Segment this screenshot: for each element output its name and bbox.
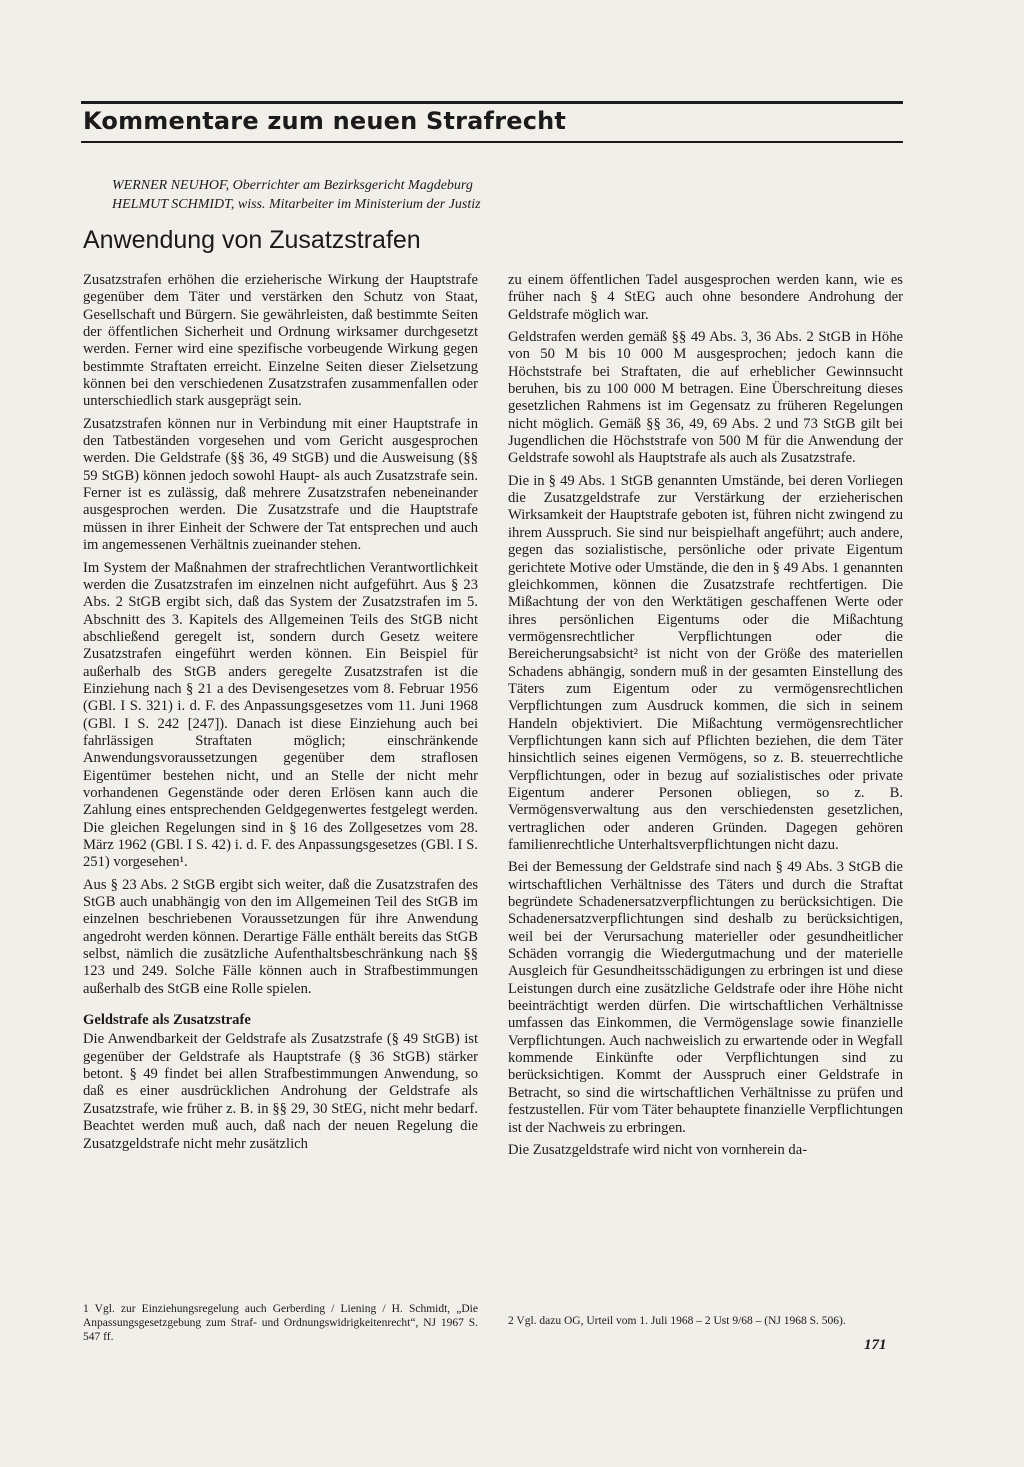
paragraph: Zusatzstrafen erhöhen die erzieherische Wirkung der Hauptstrafe gegenüber dem Täter und verstärken den Schutz von Staat, Gesellschaft und Bürgern. Sie gewährleisten, daß bestimmte Seiten der öffentlichen Sicherheit und Ordnung wirksamer durchgesetzt werden. Ferner wird eine spezifische vorbeugende Wirkung gegen bestimmte Straftaten erreicht. Einzelne Seiten dieser Zielsetzung können bei den verschiedenen Zusatzstrafen zusammenfallen oder unterschiedlich stark ausgeprägt sein. — [83, 272, 478, 410]
paragraph: Die Anwendbarkeit der Geldstrafe als Zusatzstrafe (§ 49 StGB) ist gegenüber der Geldstrafe als Hauptstrafe (§ 36 StGB) stärker betont. § 49 findet bei allen Strafbestimmungen Anwendung, so daß es einer ausdrücklichen Androhung der Geldstrafe als Zusatzstrafe, wie früher z. B. in §§ 29, 30 StEG, nicht mehr bedarf. Beachtet werden muß auch, daß nach der neuen Regelung die Zusatzgeldstrafe nicht mehr zusätzlich — [83, 1031, 478, 1152]
author-block — [112, 176, 632, 214]
footnote-2: 2 Vgl. dazu OG, Urteil vom 1. Juli 1968 – 2 Ust 9/68 – (NJ 1968 S. 506). — [508, 1315, 846, 1327]
paragraph: Bei der Bemessung der Geldstrafe sind nach § 49 Abs. 3 StGB die wirtschaftlichen Verhältnisse des Täters und durch die Straftat begründete Schadenersatzverpflichtungen zu berücksichtigen. Die Schadenersatzverpflichtungen sind deshalb zu berücksichtigen, weil bei der Verursachung materieller oder gesundheitlicher Schäden vorrangig die Wiedergutmachung und der materielle Ausgleich für Gesundheitsschädigungen zu erbringen ist und diese Leistungen durch eine zusätzliche Geldstrafe oder ihre Höhe nicht beeinträchtigt werden dürfen. Die wirtschaftlichen Verhältnisse umfassen das Einkommen, die Vermögenslage sowie finanzielle Verpflichtungen. Auch nachweislich zu erwartende oder in Wegfall kommende Einkünfte oder Verpflichtungen sind zu berücksichtigen. Kommt der Ausspruch einer Geldstrafe in Betracht, so sind die wirtschaftlichen Verhältnisse zu prüfen und festzustellen. Für vom Täter behauptete finanzielle Verpflichtungen ist der Nachweis zu erbringen. — [508, 859, 903, 1136]
paragraph: Die in § 49 Abs. 1 StGB genannten Umstände, bei deren Vorliegen die Zusatzgeldstrafe zur Verstärkung der erzieherischen Wirksamkeit der Hauptstrafe geboten ist, führen nicht zwingend zu ihrem Ausspruch. Sie sind nur beispielhaft angeführt; auch andere, gegen das sozialistische, persönliche oder private Eigentum gerichtete Motive oder Umstände, die den in § 49 Abs. 1 genannten gleichkommen, können die Zusatzstrafe rechtfertigen. Die Mißachtung der von den Werktätigen geschaffenen Werte oder ihres persönlichen Eigentums oder die Mißachtung vermögensrechtlicher Verpflichtungen oder die Bereicherungsabsicht² ist nicht von der Größe des materiellen Schadens abhängig, sondern muß in der gesamten Einstellung des Täters zum Eigentum oder zu vermögensrechtlichen Verpflichtungen zum Ausdruck kommen, die sich in seinem Handeln objektiviert. Die Mißachtung vermögensrechtlicher Verpflichtungen kann sich auf Pflichten beziehen, die dem Täter hinsichtlich seines eigenen Vermögens, so z. B. steuerrechtliche Verpflichtungen, oder in bezug auf sozialistisches oder private Eigentum anderer Personen obliegen, so z. B. Vermögensverwaltung aus den verschiedensten gesetzlichen, vertraglichen oder anderen Gründen. Dagegen gehören familienrechtliche Unterhaltsverpflichtungen nicht dazu. — [508, 472, 903, 853]
paragraph: Aus § 23 Abs. 2 StGB ergibt sich weiter, daß die Zusatzstrafen des StGB auch unabhängig von den im Allgemeinen Teil des StGB im einzelnen beschriebenen Voraussetzungen für ihre Anwendung angedroht werden können. Derartige Fälle enthält bereits das StGB selbst, nämlich die zusätzliche Aufenthaltsbeschränkung nach §§ 123 und 249. Solche Fälle können auch in Strafbestimmungen außerhalb des StGB eine Rolle spielen. — [83, 876, 478, 997]
paragraph: Im System der Maßnahmen der strafrechtlichen Verantwortlichkeit werden die Zusatzstrafen im einzelnen nicht aufgeführt. Aus § 23 Abs. 2 StGB ergibt sich, daß das System der Zusatzstrafen im 5. Abschnitt des 3. Kapitels des Allgemeinen Teils des StGB nicht abschließend geregelt ist, sondern durch Gesetz weitere Zusatzstrafen eingeführt werden können. Ein Beispiel für außerhalb des StGB anders geregelte Zusatzstrafen ist die Einziehung nach § 21 a des Devisengesetzes vom 8. Februar 1956 (GBl. I S. 321) i. d. F. des Anpassungsgesetzes vom 11. Juni 1968 (GBl. I S. 242 [247]). Danach ist diese Einziehung auch bei fahrlässigen Straftaten möglich; einschränkende Anwendungsvoraussetzungen gegenüber dem straflosen Eigentümer bestehen nicht, und an Stelle der nicht mehr vorhandenen Gegenstände oder deren Erlösen kann auch die Zahlung eines entsprechenden Geldgegenwertes festgelegt werden. Die gleichen Regelungen sind in § 16 des Zollgesetzes vom 28. März 1962 (GBl. I S. 42) i. d. F. des Anpassungsgesetzes (GBl. I S. 251) vorgesehen¹. — [83, 559, 478, 871]
author-line: HELMUT SCHMIDT, wiss. Mitarbeiter im Ministerium der Justiz — [112, 197, 481, 212]
article-title: Anwendung von Zusatzstrafen — [83, 226, 421, 254]
left-column — [83, 272, 478, 1158]
section-heading: Geldstrafe als Zusatzstrafe — [83, 1012, 251, 1029]
paragraph: Die Zusatzgeldstrafe wird nicht von vornherein da- — [508, 1141, 808, 1158]
series-title: Kommentare zum neuen Strafrecht — [83, 107, 567, 135]
paragraph: Geldstrafen werden gemäß §§ 49 Abs. 3, 36 Abs. 2 StGB in Höhe von 50 M bis 10 000 M ausgesprochen; jedoch kann die Höchststrafe bei Straftaten, die auf erheblicher Gewinnsucht beruhen, bis zu 100 000 M betragen. Eine Überschreitung dieses gesetzlichen Rahmens ist im Gegensatz zu früheren Regelungen nicht möglich. Gemäß §§ 36, 49, 69 Abs. 2 und 73 StGB gilt bei Jugendlichen die Höchststrafe von 500 M für die Anwendung der Geldstrafe sowohl als Hauptstrafe als auch als Zusatzstrafe. — [508, 329, 903, 467]
header-rule-bottom — [81, 141, 903, 143]
right-column — [508, 272, 903, 1164]
page-number: 171 — [864, 1337, 887, 1353]
paragraph: Zusatzstrafen können nur in Verbindung mit einer Hauptstrafe in den Tatbeständen vorgesehen und vom Gericht ausgesprochen werden. Die Geldstrafe (§§ 36, 49 StGB) und die Ausweisung (§§ 59 StGB) können jedoch sowohl Haupt- als auch Zusatzstrafe sein. Ferner ist es zulässig, daß mehrere Zusatzstrafen nebeneinander ausgesprochen werden. Die Zusatzstrafe und die Hauptstrafe müssen in ihrer Einheit der Schwere der Tat entsprechen und auch im angemessenen Verhältnis zueinander stehen. — [83, 415, 478, 554]
paragraph: zu einem öffentlichen Tadel ausgesprochen werden kann, wie es früher nach § 4 StEG auch ohne besondere Androhung der Geldstrafe möglich war. — [508, 272, 903, 323]
author-line: WERNER NEUHOF, Oberrichter am Bezirksgericht Magdeburg — [112, 178, 473, 193]
footnote-1: 1 Vgl. zur Einziehungsregelung auch Gerberding / Liening / H. Schmidt, „Die Anpassungsgesetzgebung zum Straf- und Ordnungswidrigkeitenrecht“, NJ 1967 S. 547 ff. — [83, 1303, 478, 1343]
